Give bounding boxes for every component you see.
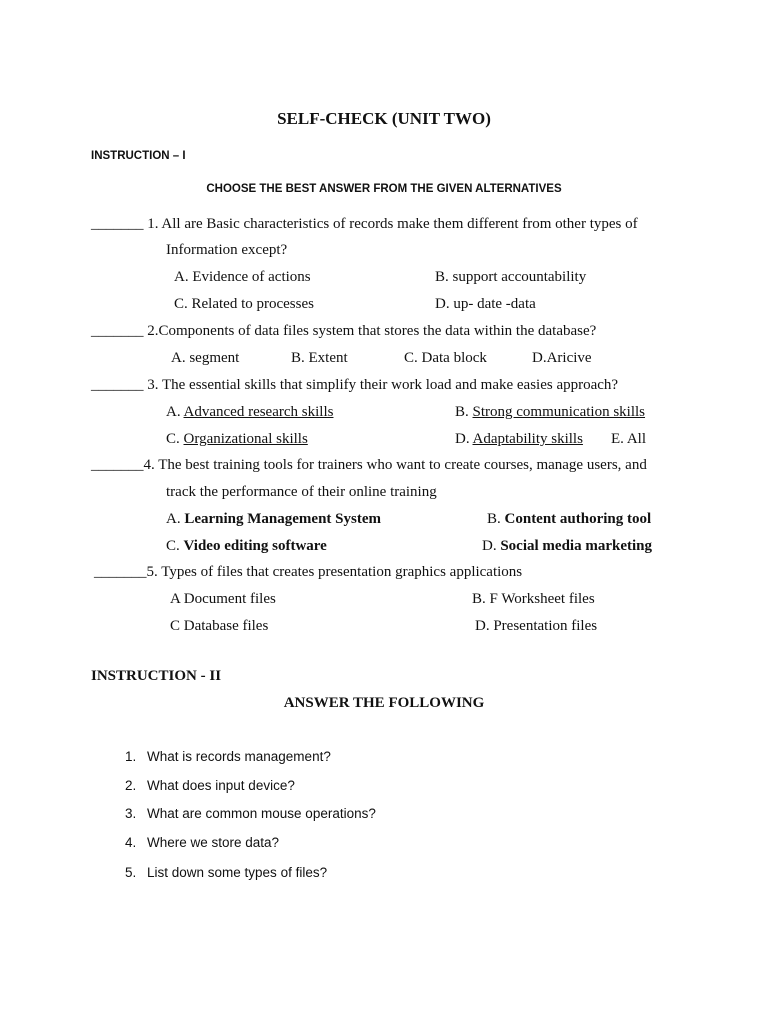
item-text: What are common mouse operations?: [147, 806, 376, 821]
option-text: Advanced research skills: [183, 404, 334, 420]
q2-option-c: C. Data block: [404, 350, 487, 366]
question-text: 3. The essential skills that simplify their work load and make easies approach?: [147, 377, 619, 393]
q3-option-d: [455, 431, 583, 448]
option-text: Adaptability skills: [472, 431, 583, 447]
q5-option-b: B. F Worksheet files: [472, 591, 595, 607]
option-letter: C.: [166, 538, 184, 554]
instruction-2-label: INSTRUCTION - II: [91, 668, 222, 684]
q1-option-c: C. Related to processes: [174, 296, 314, 312]
q1-option-a: A. Evidence of actions: [174, 269, 311, 285]
answer-blank: _______: [94, 564, 147, 580]
instruction-1-subtitle: CHOOSE THE BEST ANSWER FROM THE GIVEN ALTERNATIVES: [206, 183, 562, 195]
q4-option-b: [487, 511, 651, 528]
instruction-2-subtitle: ANSWER THE FOLLOWING: [283, 695, 485, 711]
option-letter: D.: [455, 431, 473, 447]
instruction-1-label: INSTRUCTION – I: [91, 150, 186, 162]
q5-option-d: D. Presentation files: [475, 618, 598, 634]
q4-option-c: [166, 538, 327, 555]
short-answer-item-1: [125, 749, 331, 764]
question-4-continued: track the performance of their online training: [166, 484, 437, 500]
q2-option-b: B. Extent: [291, 350, 348, 366]
question-text: 2.Components of data files system that stores the data within the database?: [147, 323, 597, 339]
question-text: 5. Types of files that creates presentation graphics applications: [146, 564, 523, 580]
question-1-continued: Information except?: [166, 242, 288, 258]
option-text: Organizational skills: [183, 431, 308, 447]
item-number: 4.: [125, 835, 137, 850]
option-letter: C.: [166, 431, 184, 447]
question-1: [91, 216, 638, 233]
item-number: 5.: [125, 865, 137, 880]
item-text: What is records management?: [147, 749, 331, 764]
answer-blank: _______: [91, 457, 144, 473]
q3-option-a: [166, 404, 333, 421]
answer-blank: _______: [91, 216, 144, 232]
q2-option-a: A. segment: [171, 350, 240, 366]
question-3: [91, 377, 618, 394]
option-letter: B.: [487, 511, 505, 527]
answer-blank: _______: [91, 377, 144, 393]
q1-option-d: D. up- date -data: [435, 296, 536, 312]
question-text: 4. The best training tools for trainers who want to create courses, manage users, and: [143, 457, 647, 473]
question-4: [91, 457, 647, 474]
q3-option-b: [455, 404, 645, 421]
option-letter: A.: [166, 511, 185, 527]
q1-option-b: B. support accountability: [435, 269, 587, 285]
q3-option-c: [166, 431, 308, 448]
question-2: [91, 323, 596, 340]
q4-option-d: [482, 538, 652, 555]
item-text: Where we store data?: [147, 835, 280, 850]
q3-option-e: E. All: [611, 431, 647, 447]
q5-option-c: C Database files: [170, 618, 269, 634]
option-letter: A.: [166, 404, 184, 420]
option-letter: D.: [482, 538, 501, 554]
item-text: List down some types of files?: [147, 865, 328, 880]
answer-blank: _______: [91, 323, 144, 339]
question-text: 1. All are Basic characteristics of records make them different from other types of: [147, 216, 638, 232]
item-number: 2.: [125, 778, 137, 793]
option-text: Video editing software: [183, 538, 327, 554]
item-text: What does input device?: [147, 778, 295, 793]
short-answer-item-5: [125, 865, 327, 880]
q5-option-a: A Document files: [170, 591, 276, 607]
page-title: SELF-CHECK (UNIT TWO): [277, 109, 491, 128]
option-text: Content authoring tool: [504, 511, 652, 527]
option-text: Social media marketing: [500, 538, 652, 554]
item-number: 3.: [125, 806, 137, 821]
short-answer-item-2: [125, 778, 295, 793]
option-letter: B.: [455, 404, 473, 420]
question-5: [94, 564, 522, 581]
option-text: Learning Management System: [184, 511, 381, 527]
q2-option-d: D.Aricive: [532, 350, 592, 366]
short-answer-item-4: [125, 835, 279, 850]
item-number: 1.: [125, 749, 137, 764]
short-answer-item-3: [125, 806, 376, 821]
option-text: Strong communication skills: [472, 404, 646, 420]
q4-option-a: [166, 511, 381, 528]
